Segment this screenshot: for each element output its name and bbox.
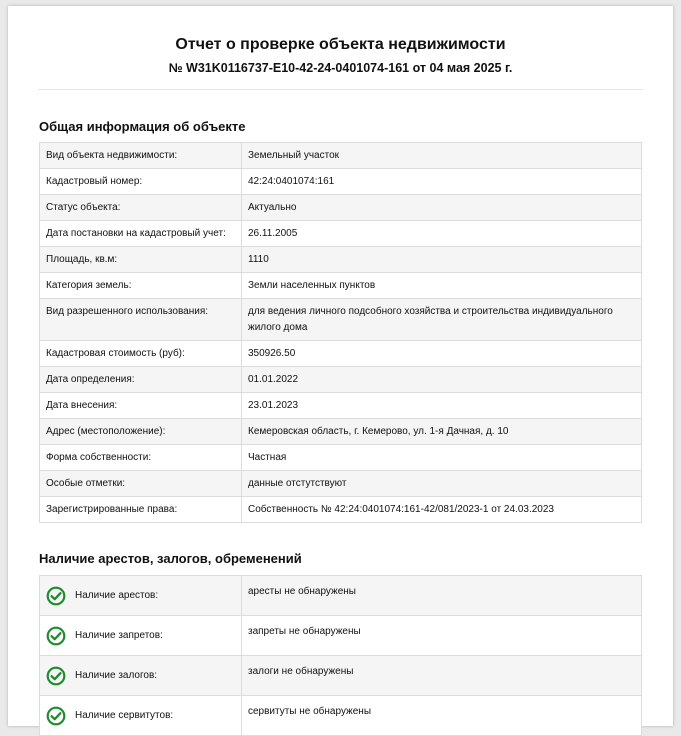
encumbrances-table (39, 575, 642, 736)
field-value: Актуально (242, 195, 642, 221)
encumbrance-label: Наличие запретов: (75, 629, 163, 641)
encumbrance-label: Наличие сервитутов: (75, 709, 174, 721)
check-circle-icon (46, 706, 66, 726)
check-circle-icon (46, 626, 66, 646)
field-value: 23.01.2023 (242, 393, 642, 419)
table-row (40, 497, 642, 523)
table-row (40, 656, 642, 696)
encumbrance-label-cell (40, 576, 242, 616)
field-value: 1110 (242, 247, 642, 273)
general-info-heading: Общая информация об объекте (39, 119, 246, 134)
encumbrance-value: аресты не обнаружены (242, 576, 642, 616)
header-divider (38, 89, 643, 90)
table-row (40, 299, 642, 341)
field-label: Кадастровая стоимость (руб): (40, 341, 242, 367)
table-row (40, 247, 642, 273)
field-label: Особые отметки: (40, 471, 242, 497)
table-row (40, 419, 642, 445)
encumbrance-label-cell (40, 696, 242, 736)
table-row (40, 341, 642, 367)
encumbrance-label-cell (40, 656, 242, 696)
check-circle-icon (46, 666, 66, 686)
field-value: Земельный участок (242, 143, 642, 169)
encumbrances-heading: Наличие арестов, залогов, обременений (39, 551, 302, 566)
report-number: № W31K0116737-E10-42-24-0401074-161 от 04 мая 2025 г. (168, 61, 513, 75)
field-label: Кадастровый номер: (40, 169, 242, 195)
field-label: Зарегистрированные права: (40, 497, 242, 523)
field-label: Категория земель: (40, 273, 242, 299)
table-row (40, 471, 642, 497)
table-row (40, 143, 642, 169)
encumbrance-label: Наличие арестов: (75, 589, 159, 601)
table-row (40, 576, 642, 616)
table-row (40, 367, 642, 393)
field-value: Кемеровская область, г. Кемерово, ул. 1-я Дачная, д. 10 (242, 419, 642, 445)
field-label: Форма собственности: (40, 445, 242, 471)
encumbrance-label: Наличие залогов: (75, 669, 158, 681)
field-value: данные отстутствуют (242, 471, 642, 497)
report-title: Отчет о проверке объекта недвижимости (175, 36, 506, 53)
field-value: Земли населенных пунктов (242, 273, 642, 299)
check-circle-icon (46, 586, 66, 606)
table-row (40, 195, 642, 221)
field-label: Вид объекта недвижимости: (40, 143, 242, 169)
encumbrance-value: запреты не обнаружены (242, 616, 642, 656)
field-label: Площадь, кв.м: (40, 247, 242, 273)
field-label: Статус объекта: (40, 195, 242, 221)
table-row (40, 445, 642, 471)
field-label: Дата внесения: (40, 393, 242, 419)
field-value: 42:24:0401074:161 (242, 169, 642, 195)
table-row (40, 169, 642, 195)
field-value: для ведения личного подсобного хозяйства и строительства индивидуального жилого дома (242, 299, 642, 341)
field-label: Дата постановки на кадастровый учет: (40, 221, 242, 247)
table-row (40, 393, 642, 419)
field-value: 01.01.2022 (242, 367, 642, 393)
report-page (8, 6, 673, 726)
table-row (40, 273, 642, 299)
table-row (40, 696, 642, 736)
encumbrance-value: залоги не обнаружены (242, 656, 642, 696)
field-value: Частная (242, 445, 642, 471)
field-label: Вид разрешенного использования: (40, 299, 242, 341)
field-value: 350926.50 (242, 341, 642, 367)
field-label: Дата определения: (40, 367, 242, 393)
general-info-table (39, 142, 642, 523)
field-value: 26.11.2005 (242, 221, 642, 247)
field-label: Адрес (местоположение): (40, 419, 242, 445)
field-value: Собственность № 42:24:0401074:161-42/081/2023-1 от 24.03.2023 (242, 497, 642, 523)
encumbrance-value: сервитуты не обнаружены (242, 696, 642, 736)
table-row (40, 221, 642, 247)
table-row (40, 616, 642, 656)
encumbrance-label-cell (40, 616, 242, 656)
